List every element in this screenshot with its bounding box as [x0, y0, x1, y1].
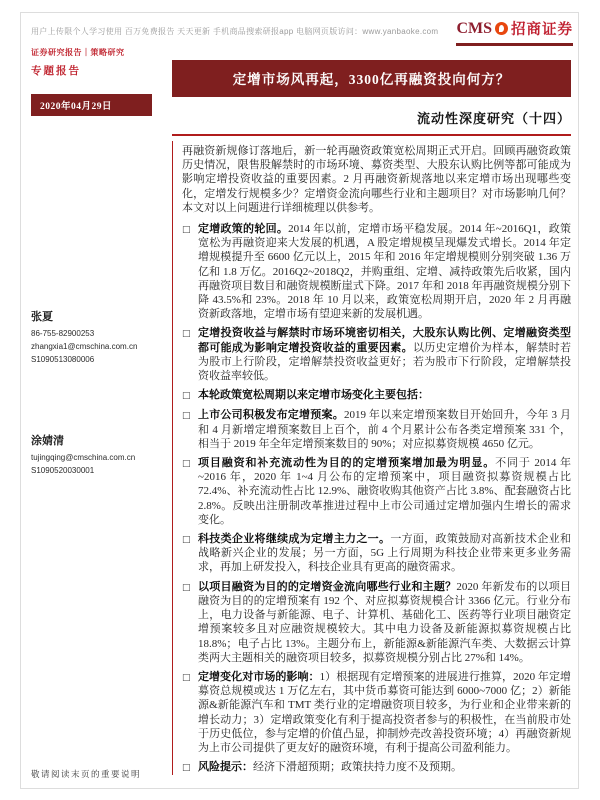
bullet-lead: 上市公司积极发布定增预案。: [198, 409, 344, 422]
bullet-rest: 经济下滑超预期；政策扶持力度不及预期。: [253, 761, 462, 774]
category-line: 证券研究报告｜策略研究: [31, 48, 125, 57]
bullet-item: [182, 456, 571, 527]
bullet-rest: 1）根据现有定增预案的进展进行推算，2020 年定增募资总规模或达 1 万亿左右，其中货币募资可能达到 6000~7000 亿；2）新能源&新能源汽车和 TMT 类行业的定增融资项目较多，为行业和企业带来新的增长动力；3）定增政策变化有利于提高投资者参与的积极性，在当前股市处于历史低位，参与定增的价值凸显，抑制炒壳改善投资环境；4）再融资新规为上市公司提供了更友好的融资环境，有利于提高公司盈利能力。: [198, 670, 572, 754]
bullet-marker: □: [182, 672, 191, 683]
watermark-links: 用户上传限个人学习使用 百万免费报告 天天更新 手机商品搜索研报app 电脑网页版访问：www.yanbaoke.com: [31, 27, 439, 36]
bullet-lead: 定增变化对市场的影响：: [198, 670, 320, 683]
sidebar: [31, 63, 165, 477]
bullet-text: [198, 456, 571, 527]
report-title: 定增市场风再起，3300亿再融资投向何方？: [172, 60, 571, 97]
bullet-marker: □: [182, 329, 191, 340]
bullet-marker: □: [182, 535, 191, 546]
bullet-item: [182, 670, 571, 755]
analyst-cert-id: S1090520030001: [31, 466, 95, 475]
bullet-item: [182, 326, 571, 383]
analyst-block: [31, 432, 165, 477]
bullet-marker: □: [182, 763, 191, 774]
bullet-list: [182, 222, 571, 775]
report-subtitle: 流动性深度研究（十四）: [172, 108, 571, 136]
brand-name: 招商证券: [511, 22, 573, 38]
main-column: [172, 60, 571, 780]
bullet-rest: 2019 年以来定增预案数目开始回升，今年 3 月和 4 月新增定增预案数目上百个，前 4 个月累计公布各类定增预案 331 个，相当于 2019 年全年定增预案数目的 90%；对应拟募资规模 4650 亿元。: [198, 409, 572, 450]
bullet-lead: 定增政策的轮回。: [198, 223, 289, 236]
bullet-rest: 2020 年新发布的以项目融资为目的的定增预案有 192 个、对应拟募资规模合计 3366 亿元。行业分布上，电力设备与新能源、电子、计算机、基础化工、医药等行业项目融资定增预案较多且对应融资规模较大。其中电力设备及新能源拟募资规模占比 18.8%；电子占比 13%。主题分布上，新能源&新能源汽车类、大数据云计算类两大主题相关的融资项目较多，拟募资规模分别占比 27%和 14%。: [198, 580, 572, 664]
bullet-text: [198, 408, 571, 451]
analyst-phone: 86-755-82900253: [31, 329, 95, 338]
bullet-text: [198, 670, 571, 755]
bullet-item: [182, 388, 571, 403]
bullet-rest: 不同于 2014 年~2016 年，2020 年 1~4 月公布的定增预案中，项目融资拟募资规模占比 72.4%、补充流动性占比 12.9%、融资收购其他资产占比 3.8%、配套融资占比 2.8%。反映出注册制改革推进过程中上市公司通过定增加强内生增长的需求变化。: [198, 457, 572, 526]
report-body: [172, 141, 571, 775]
report-type-label: 专题报告: [31, 66, 81, 77]
intro-paragraph: 再融资新规修订落地后，新一轮再融资政策宽松周期正式开启。回顾再融资政策历史情况，限售股解禁时的市场环境、募资类型、大股东认购比例等都可能成为影响定增投资收益的重要因素。2 月再融资新规落地以来定增市场出现哪些变化，定增发行规模多少？定增资金流向哪些行业和主题项目？对市场影响几何？本文对以上问题进行详细梳理以供参考。: [182, 145, 571, 214]
bullet-rest: 2014 年以前，定增市场平稳发展。2014 年~2016Q1，政策宽松为再融资迎来大发展的机遇，A 股定增规模呈现爆发式增长。2014 年定增规模提升至 6600 亿元以上，2015 年和 2016 年定增规模则分别突破 1.36 万亿和 1.8 万亿。2016Q2~2018Q2，并购重组、定增、减持政策先后收紧，国内再融资项目数目和融资规模断崖式下降。2017 年和 2018 年再融资规模分别下降 43.5%和 23%。2018 年 10 月以来，政策宽松周期开启，2020 年 2 月再融资新政落地，定增市场有望迎来新的发展机遇。: [198, 223, 571, 321]
bullet-lead: 以项目融资为目的的定增资金流向哪些行业和主题？: [198, 580, 457, 593]
bullet-marker: □: [182, 225, 191, 236]
analyst-name: 张夏: [31, 311, 53, 323]
footer-note: 敬请阅读末页的重要说明: [31, 769, 142, 779]
bullet-text: [198, 388, 571, 403]
bullet-item: [182, 760, 571, 775]
bullet-marker: □: [182, 582, 191, 593]
analyst-email: tujingqing@cmschina.com.cn: [31, 453, 136, 462]
bullet-text: [198, 222, 571, 321]
bullet-item: [182, 222, 571, 321]
cms-logo-text: CMS: [456, 19, 492, 37]
bullet-marker: □: [182, 411, 191, 422]
analyst-cert-id: S1090513080006: [31, 355, 95, 364]
analyst-email: zhangxia1@cmschina.com.cn: [31, 342, 138, 351]
bullet-item: [182, 580, 571, 665]
bullet-rest: 一方面，政策鼓励对高新技术企业和战略新兴企业的发展；另一方面，5G 上行周期为科技企业带来更多业务需求，再加上研发投入，科技企业具有更高的融资需求。: [198, 533, 571, 574]
bullet-lead: 本轮政策宽松周期以来定增市场变化主要包括：: [198, 389, 429, 402]
bullet-marker: □: [182, 459, 191, 470]
bullet-lead: 定增投资收益与解禁时市场环境密切相关，大股东认购比例、定增融资类型都可能成为影响定增投资收益的重要因素。: [198, 327, 571, 354]
analyst-section: [31, 308, 165, 477]
analyst-name: 涂婧清: [31, 435, 64, 447]
bullet-lead: 项目融资和补充流动性为目的的定增预案增加最为明显。: [198, 457, 496, 470]
torch-icon: [495, 22, 508, 35]
bullet-text: [198, 580, 571, 665]
bullet-text: [198, 532, 571, 575]
bullet-item: [182, 532, 571, 575]
bullet-rest: 以历史定增价为样本，解禁时若为股市上行阶段，定增解禁投资收益更好；若为股市下行阶段，定增解禁投资收益率较低。: [198, 341, 571, 383]
bullet-lead: 科技类企业将继续成为定增主力之一。: [198, 533, 391, 546]
bullet-marker: □: [182, 391, 191, 402]
bullet-item: [182, 408, 571, 451]
analyst-block: [31, 308, 165, 366]
cms-logo: [456, 18, 573, 46]
bullet-text: [198, 760, 571, 775]
date-badge: 2020年04月29日: [31, 94, 152, 116]
bullet-lead: 风险提示：: [198, 761, 253, 774]
bullet-text: [198, 326, 571, 383]
